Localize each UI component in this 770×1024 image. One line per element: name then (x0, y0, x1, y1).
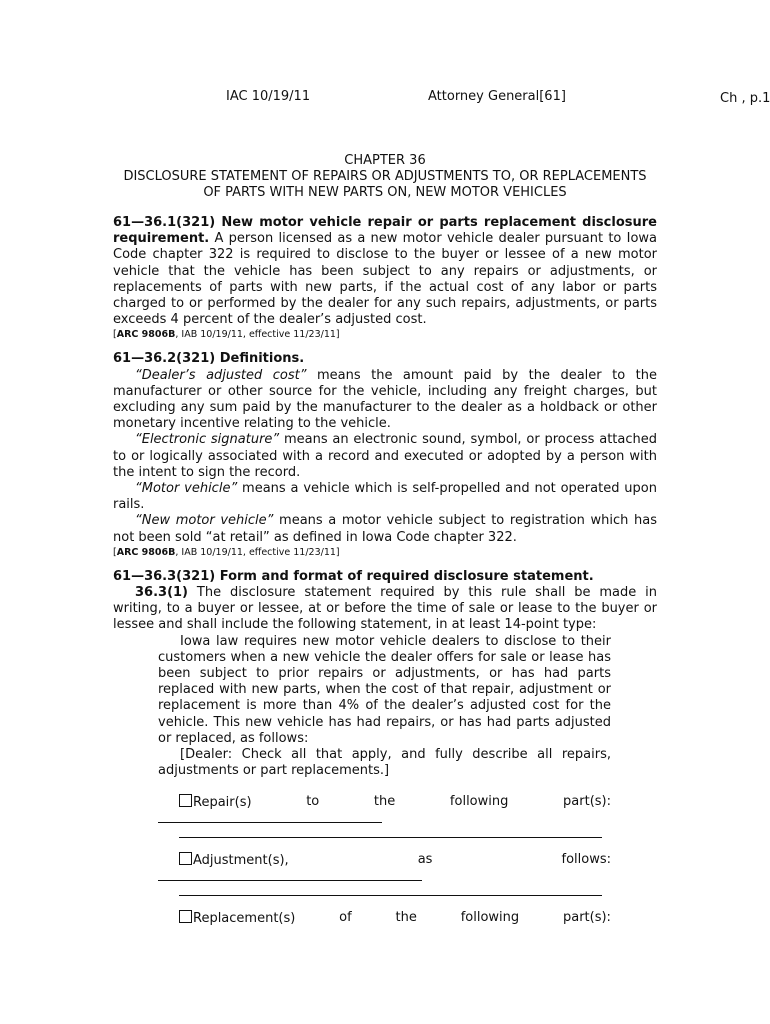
header-center: Attorney General[61] (428, 89, 566, 104)
checkbox-label-word: the (395, 909, 417, 925)
chapter-number: CHAPTER 36 (344, 153, 426, 168)
disclosure-statement-block (158, 634, 611, 780)
rule-36-1-body: A person licensed as a new motor vehicle dealer pursuant to Iowa Code chapter 322 is required to disclose to the buyer or lessee of a new motor vehicle that the vehicle has been subject to any repairs or adjustments, or replacements of parts with new parts, if the actual cost of any labor or parts charged to or performed by the dealer for any such repairs, adjustments, or parts exceeds 4 percent of the dealer’s adjusted cost. (113, 231, 658, 328)
rule-36-1-source-note (113, 328, 657, 341)
checkbox-row (179, 852, 611, 868)
checkbox-row (179, 794, 611, 810)
definition-text: means an electronic sound, symbol, or process attached to or logically associated with a record and executed or adopted by a person with the intent to sign the record. (113, 432, 657, 480)
definition-term: “Motor vehicle” (135, 481, 238, 497)
arc-open: [ (113, 546, 117, 558)
subrule-number: 36.3(1) (135, 585, 189, 601)
header-left: IAC 10/19/11 (226, 89, 311, 104)
checkbox-label-word: part(s): (563, 793, 611, 809)
subrule-36-3-1 (113, 585, 657, 634)
definition-term: “New motor vehicle” (135, 513, 274, 529)
definition-term: “Dealer’s adjusted cost” (135, 367, 307, 383)
arc-open: [ (113, 329, 117, 341)
chapter-title-line2: OF PARTS WITH NEW PARTS ON, NEW MOTOR VEHICLES (203, 185, 567, 200)
checkbox-icon[interactable] (179, 910, 192, 923)
definition-item (113, 368, 657, 433)
checkbox-label-word: following (449, 793, 509, 809)
checkbox-label: Replacement(s) (179, 910, 295, 926)
subrule-text: The disclosure statement required by this rule shall be made in writing, to a buyer or lessee, at or before the time of sale or lease to the buyer or lessee and shall include the following statement, in at least 14-point type: (113, 585, 657, 633)
definition-item (113, 432, 657, 481)
arc-rest: , IAB 10/19/11, effective 11/23/11] (175, 329, 340, 341)
blank-line[interactable] (179, 823, 602, 838)
definition-text: means the amount paid by the dealer to the manufacturer or other source for the vehicle, including any freight charges, but excluding any sum paid by the manufacturer to the dealer as a holdback or other monetary incentive relating to the vehicle. (113, 367, 657, 432)
checkbox-label-word: to (306, 793, 320, 809)
checkbox-row (179, 910, 611, 926)
blank-line[interactable] (158, 868, 422, 881)
chapter-title-line1: DISCLOSURE STATEMENT OF REPAIRS OR ADJUSTMENTS TO, OR REPLACEMENTS (123, 169, 647, 184)
checkbox-label-word: follows: (561, 851, 611, 867)
checkbox-icon[interactable] (179, 852, 192, 865)
definitions-list (113, 368, 657, 546)
blank-line[interactable] (179, 881, 602, 896)
checkbox-label-word: of (339, 909, 352, 925)
arc-rest: , IAB 10/19/11, effective 11/23/11] (175, 546, 340, 558)
disclosure-statement: Iowa law requires new motor vehicle dealers to disclose to their customers when a new vehicle the dealer offers for sale or lease has been subject to prior repairs or adjustments, or has had parts replaced with new parts, when the cost of that repair, adjustment or replacement is more than 4% of the dealer’s adjusted cost for the vehicle. This new vehicle has had repairs, or has had parts adjusted or replaced, as follows: (158, 633, 611, 746)
rule-36-1 (113, 215, 657, 328)
header-page-ref: Ch , p.1 (720, 91, 770, 106)
definition-term: “Electronic signature” (135, 432, 280, 448)
checkbox-label: Adjustment(s), (179, 852, 289, 868)
rule-36-2-source-note (113, 546, 657, 559)
blank-line[interactable] (158, 810, 382, 823)
rule-36-2-heading: 61—36.2(321) Definitions. (113, 351, 305, 367)
definition-item (113, 513, 657, 545)
arc-id: ARC 9806B (116, 546, 176, 558)
rule-36-3-heading: 61—36.3(321) Form and format of required disclosure statement. (113, 568, 594, 584)
checkbox-list (113, 794, 657, 926)
checkbox-icon[interactable] (179, 794, 192, 807)
checkbox-label-word: as (417, 851, 433, 867)
definition-text: means a motor vehicle subject to registration which has not been sold “at retail” as defined in Iowa Code chapter 322. (113, 513, 657, 545)
document-body (113, 153, 657, 926)
checkbox-label-word: following (460, 909, 520, 925)
arc-id: ARC 9806B (116, 329, 176, 341)
definition-item (113, 481, 657, 513)
definition-text: means a vehicle which is self-propelled and not operated upon rails. (113, 481, 657, 513)
rule-36-1-heading: 61—36.1(321) New motor vehicle repair or parts replacement disclosure requirement. (113, 215, 657, 247)
checkbox-label-word: the (373, 793, 396, 809)
dealer-note: [Dealer: Check all that apply, and fully describe all repairs, adjustments or part replacements.] (158, 747, 611, 779)
checkbox-label: Repair(s) (179, 794, 252, 810)
checkbox-label-word: part(s): (562, 909, 611, 925)
